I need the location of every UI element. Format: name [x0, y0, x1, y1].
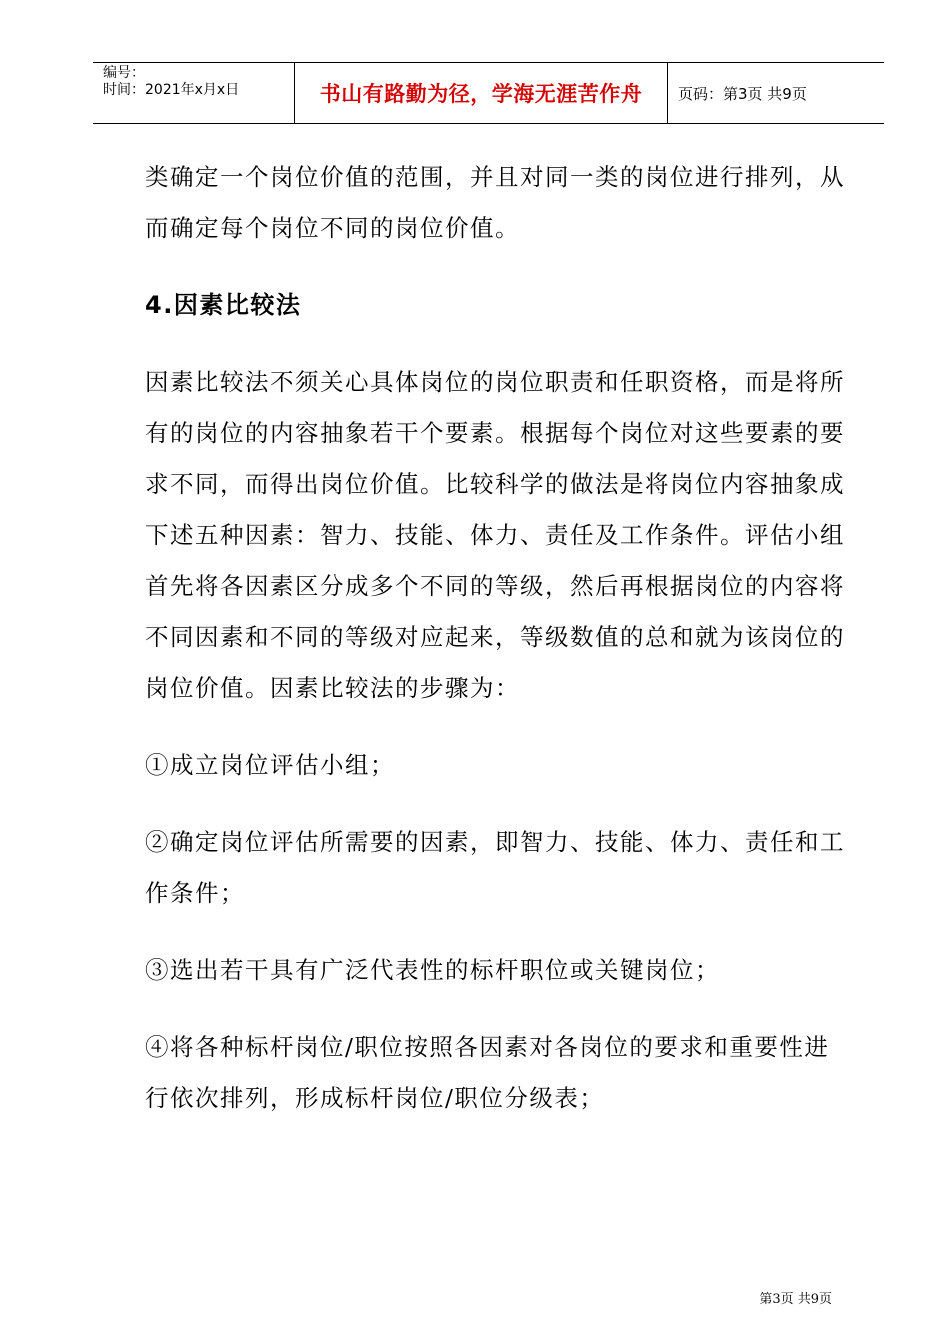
number-label: 编号： [103, 65, 145, 81]
header-motto [295, 63, 668, 123]
paragraph-continued: 类确定一个岗位价值的范围，并且对同一类的岗位进行排列，从而确定每个岗位不同的岗位价值。 [145, 163, 845, 242]
footer-page-number: 第3页 共9页 [759, 1292, 832, 1307]
paragraph-factor-comparison: 因素比较法不须关心具体岗位的岗位职责和任职资格，而是将所有的岗位的内容抽象若干个要素。根据每个岗位对这些要素的要求不同，而得出岗位价值。比较科学的做法是将岗位内容抽象成下述五种因素：智力、技能、体力、责任及工作条件。评估小组首先将各因素区分成多个不同的等级，然后再根据岗位的内容将不同因素和不同的等级对应起来，等级数值的总和就为该岗位的岗位价值。因素比较法的步骤为： [145, 368, 845, 702]
page-header [93, 62, 884, 124]
header-meta [93, 63, 295, 123]
time-label: 时间：2021年x月x日 [103, 82, 240, 98]
header-page [668, 63, 884, 123]
step-4: ④将各种标杆岗位/职位按照各因素对各岗位的要求和重要性进行依次排列，形成标杆岗位/职位分级表； [145, 1033, 830, 1112]
step-3: ③选出若干具有广泛代表性的标杆职位或关键岗位； [145, 956, 720, 984]
page-footer [759, 1288, 832, 1307]
page-label: 页码：第3页 共9页 [678, 84, 807, 103]
document-body [145, 152, 845, 1150]
motto-text: 书山有路勤为径，学海无涯苦作舟 [319, 82, 643, 106]
step-1: ①成立岗位评估小组； [145, 751, 395, 779]
section-heading: 4.因素比较法 [145, 291, 302, 319]
step-2: ②确定岗位评估所需要的因素，即智力、技能、体力、责任和工作条件； [145, 828, 845, 907]
